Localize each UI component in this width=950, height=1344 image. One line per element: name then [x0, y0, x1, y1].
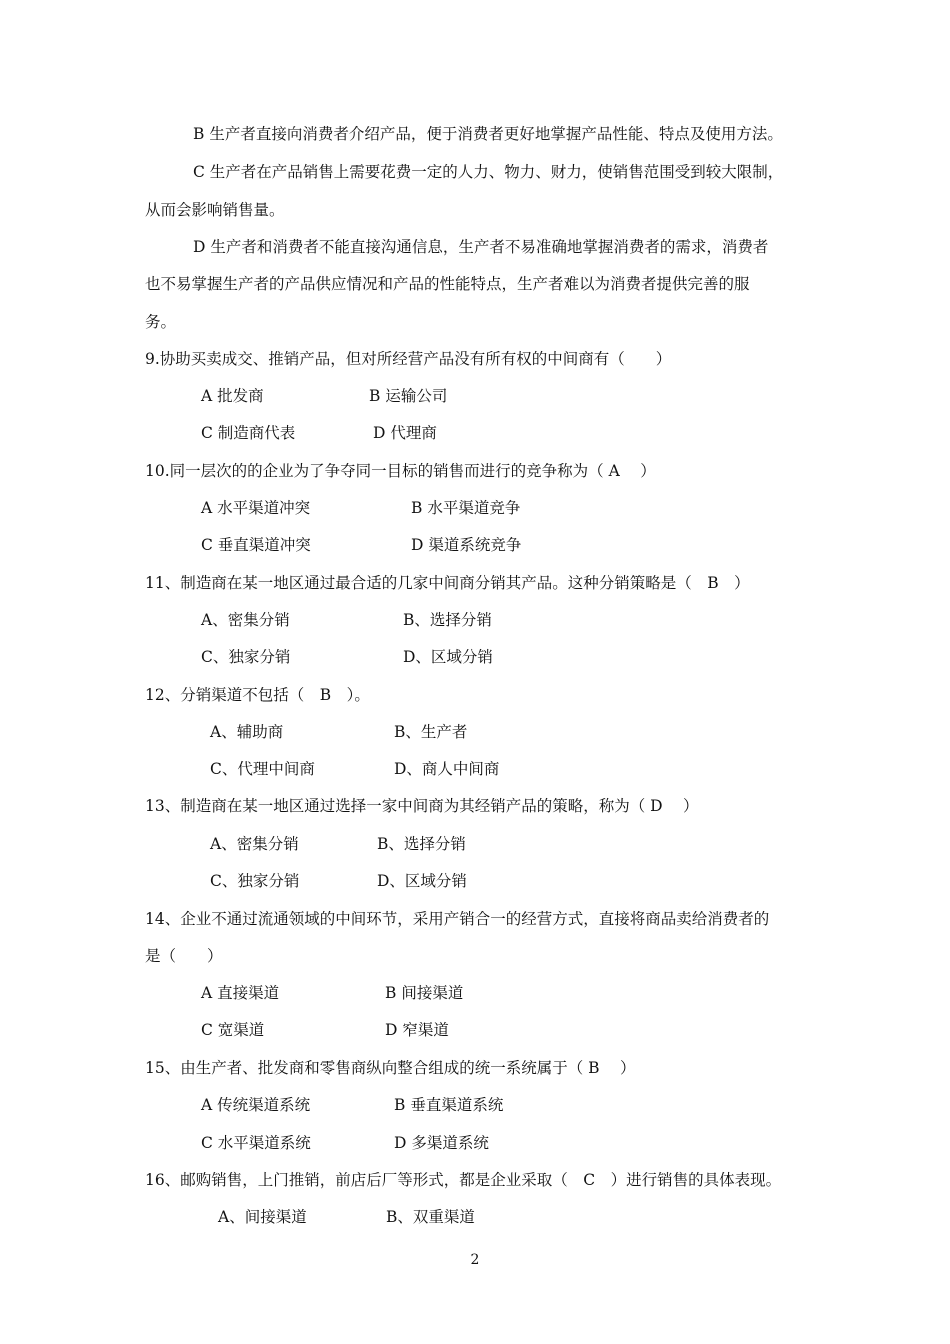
- question-9-option-a: A 批发商: [201, 387, 264, 405]
- question-9-option-b: B 运输公司: [369, 387, 448, 405]
- question-16-option-a: A、间接渠道: [218, 1208, 307, 1226]
- question-10-option-a: A 水平渠道冲突: [201, 499, 311, 517]
- option-c-text-cont: 从而会影响销售量。: [145, 201, 285, 219]
- option-b-text: B 生产者直接向消费者介绍产品，便于消费者更好地掌握产品性能、特点及使用方法。: [193, 125, 783, 143]
- option-d-text-cont: 也不易掌握生产者的产品供应情况和产品的性能特点，生产者难以为消费者提供完善的服: [145, 275, 750, 293]
- question-13-stem: 13、制造商在某一地区通过选择一家中间商为其经销产品的策略，称为（ D ）: [145, 797, 699, 815]
- question-15-option-d: D 多渠道系统: [394, 1134, 489, 1152]
- question-13-option-c: C、独家分销: [210, 872, 300, 890]
- question-15-option-a: A 传统渠道系统: [201, 1096, 311, 1114]
- question-13-option-b: B、选择分销: [377, 835, 466, 853]
- question-11-option-c: C、独家分销: [201, 648, 291, 666]
- question-13-option-d: D、区域分销: [377, 872, 467, 890]
- question-15-stem: 15、由生产者、批发商和零售商纵向整合组成的统一系统属于（ B ）: [145, 1059, 636, 1077]
- question-11-option-d: D、区域分销: [403, 648, 493, 666]
- question-12-stem: 12、分销渠道不包括（ B ）。: [145, 686, 370, 704]
- question-11-option-a: A、密集分销: [201, 611, 290, 629]
- question-9-stem: 9.协助买卖成交、推销产品，但对所经营产品没有所有权的中间商有（ ）: [145, 350, 672, 368]
- option-c-text: C 生产者在产品销售上需要花费一定的人力、物力、财力，使销售范围受到较大限制，: [193, 163, 784, 181]
- question-11-option-b: B、选择分销: [403, 611, 492, 629]
- question-12-option-a: A、辅助商: [210, 723, 284, 741]
- question-10-option-d: D 渠道系统竞争: [411, 536, 522, 554]
- question-9-option-c: C 制造商代表: [201, 424, 296, 442]
- question-14-stem: 14、企业不通过流通领域的中间环节，采用产销合一的经营方式，直接将商品卖给消费者的: [145, 910, 770, 928]
- question-11-stem: 11、制造商在某一地区通过最合适的几家中间商分销其产品。这种分销策略是（ B ）: [145, 574, 750, 592]
- question-9-option-d: D 代理商: [373, 424, 437, 442]
- question-12-option-b: B、生产者: [394, 723, 468, 741]
- question-15-option-b: B 垂直渠道系统: [394, 1096, 504, 1114]
- question-12-option-d: D、商人中间商: [394, 760, 500, 778]
- question-14-option-a: A 直接渠道: [201, 984, 280, 1002]
- question-16-stem: 16、邮购销售，上门推销，前店后厂等形式，都是企业采取（ C ）进行销售的具体表现。: [145, 1171, 782, 1189]
- question-10-stem: 10.同一层次的的企业为了争夺同一目标的销售而进行的竞争称为（ A ）: [145, 462, 656, 480]
- question-14-option-b: B 间接渠道: [385, 984, 464, 1002]
- question-10-option-c: C 垂直渠道冲突: [201, 536, 311, 554]
- question-13-option-a: A、密集分销: [210, 835, 299, 853]
- question-14-stem-cont: 是（ ）: [145, 947, 223, 965]
- question-15-option-c: C 水平渠道系统: [201, 1134, 311, 1152]
- page-number: 2: [470, 1252, 480, 1268]
- option-d-text: D 生产者和消费者不能直接沟通信息，生产者不易准确地掌握消费者的需求，消费者: [193, 238, 769, 256]
- question-12-option-c: C、代理中间商: [210, 760, 315, 778]
- question-10-option-b: B 水平渠道竞争: [411, 499, 521, 517]
- option-d-text-end: 务。: [145, 313, 177, 331]
- question-14-option-d: D 窄渠道: [385, 1021, 449, 1039]
- question-16-option-b: B、双重渠道: [386, 1208, 475, 1226]
- question-14-option-c: C 宽渠道: [201, 1021, 265, 1039]
